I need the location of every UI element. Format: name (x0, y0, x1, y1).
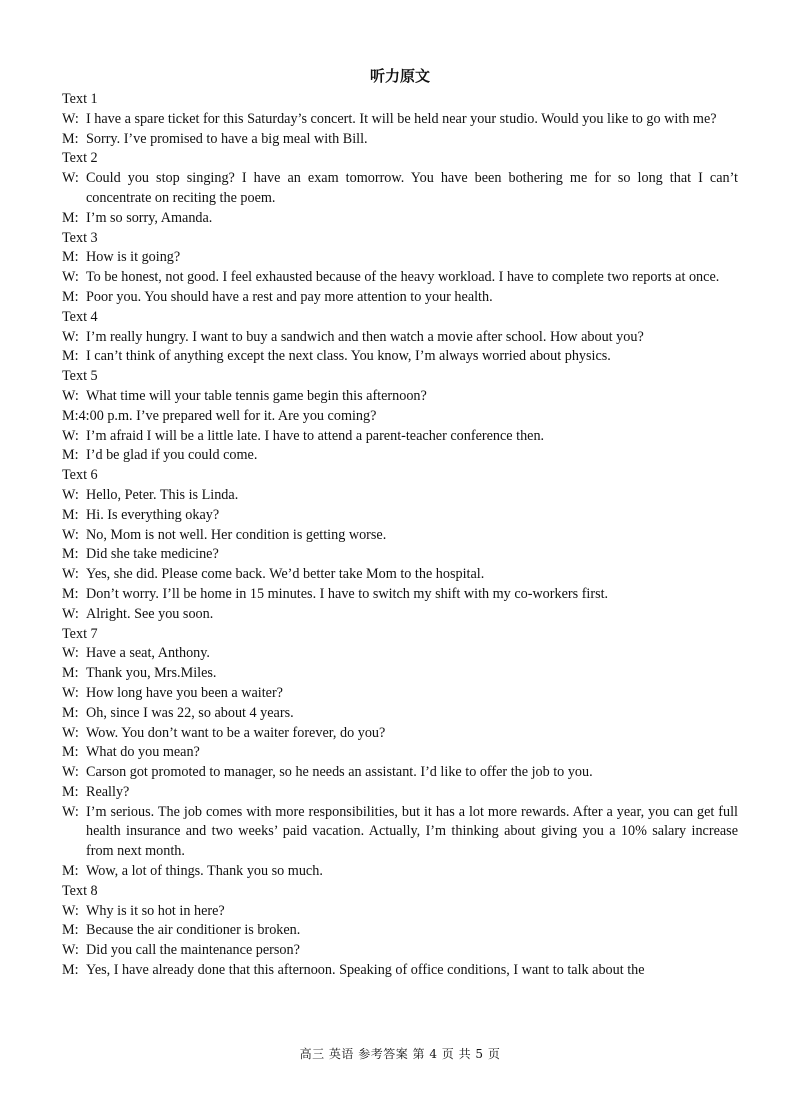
dialogue-line (62, 783, 738, 803)
speaker-label: M: (62, 585, 83, 602)
speaker-label: M: (62, 130, 83, 147)
speaker-label: W: (62, 328, 83, 345)
dialogue-line (62, 387, 738, 407)
speaker-label: W: (62, 942, 83, 959)
page-footer: 高三 英语 参考答案 第 4 页 共 5 页 (299, 1047, 501, 1061)
dialogue-line (62, 565, 738, 585)
dialogue-line (62, 545, 738, 565)
dialogue-line (62, 268, 738, 288)
dialogue-line (62, 427, 738, 447)
speaker-label: W: (62, 902, 83, 919)
dialogue-line (62, 288, 738, 308)
dialogue-text: I can’t think of anything except the next class. You know, I’m always worried about physics. (86, 348, 611, 365)
dialogue-line (62, 130, 738, 150)
dialogue-text: No, Mom is not well. Her condition is getting worse. (86, 526, 387, 543)
speaker-label: M: (62, 447, 83, 464)
speaker-label: M: (62, 506, 83, 523)
dialogue-text: Carson got promoted to manager, so he needs an assistant. I’d like to offer the job to you. (86, 764, 593, 781)
dialogue-text: What do you mean? (86, 744, 200, 761)
speaker-label: M: (62, 744, 83, 761)
dialogue-line (62, 902, 738, 922)
dialogue-line (62, 526, 738, 546)
dialogue-line (62, 209, 738, 229)
dialogue-text: Hi. Is everything okay? (86, 506, 220, 523)
dialogue-line (62, 724, 738, 744)
dialogue-text: Don’t worry. I’ll be home in 15 minutes. I have to switch my shift with my co-workers first. (86, 585, 609, 602)
dialogue-text: Did she take medicine? (86, 546, 219, 563)
dialogue-line (62, 961, 738, 981)
speaker-label: W: (62, 684, 83, 701)
speaker-label: W: (62, 724, 83, 741)
document-page (62, 66, 738, 981)
speaker-label: M: (62, 962, 83, 979)
dialogue-text: I’m serious. The job comes with more responsibilities, but it has a lot more rewards. After a year, you can get full health insurance and two weeks’ paid vacation. Actually, I’m thinking about giving you a 10% salary increase from next month. (86, 803, 738, 860)
dialogue-line (62, 328, 738, 348)
speaker-label: W: (62, 170, 83, 187)
dialogue-text: I’m afraid I will be a little late. I have to attend a parent-teacher conference then. (86, 427, 545, 444)
dialogue-line (62, 941, 738, 961)
speaker-label: M: (62, 783, 83, 800)
dialogue-line (62, 169, 738, 209)
dialogue-text: Alright. See you soon. (86, 605, 214, 622)
dialogue-line (62, 704, 738, 724)
text-heading: Text 7 (62, 625, 98, 642)
dialogue-line (62, 862, 738, 882)
dialogue-text: Yes, she did. Please come back. We’d better take Mom to the hospital. (86, 566, 485, 583)
dialogue-text: Wow, a lot of things. Thank you so much. (86, 863, 323, 880)
dialogue-text: Thank you, Mrs.Miles. (86, 665, 217, 682)
text-heading: Text 5 (62, 368, 98, 385)
text-heading: Text 2 (62, 150, 98, 167)
speaker-label: W: (62, 605, 83, 622)
dialogue-line (62, 743, 738, 763)
speaker-label: M: (62, 348, 83, 365)
dialogue-text: I have a spare ticket for this Saturday’s concert. It will be held near your studio. Would you like to go with me? (86, 110, 717, 127)
dialogue-text: To be honest, not good. I feel exhausted because of the heavy workload. I have to complete two reports at once. (86, 269, 720, 286)
speaker-label: W: (62, 526, 83, 543)
dialogue-text: I’m so sorry, Amanda. (86, 209, 213, 226)
speaker-label: W: (62, 269, 83, 286)
dialogue-text: Have a seat, Anthony. (86, 645, 210, 662)
dialogue-text: Hello, Peter. This is Linda. (86, 486, 239, 503)
speaker-label: W: (62, 764, 83, 781)
dialogue-text: I’d be glad if you could come. (86, 447, 258, 464)
speaker-label: M: (62, 704, 83, 721)
dialogue-text: Could you stop singing? I have an exam tomorrow. You have been bothering me for so long that I can’t concentrate on reciting the poem. (86, 170, 738, 206)
dialogue-text: How is it going? (86, 249, 181, 266)
dialogue-line (62, 921, 738, 941)
dialogue-line (62, 585, 738, 605)
dialogue-text: Oh, since I was 22, so about 4 years. (86, 704, 294, 721)
dialogue-line (62, 248, 738, 268)
speaker-label: M: (62, 863, 83, 880)
dialogue-text: Really? (86, 783, 130, 800)
dialogue-text: How long have you been a waiter? (86, 684, 283, 701)
text-heading: Text 6 (62, 467, 98, 484)
dialogue-text: Because the air conditioner is broken. (86, 922, 301, 939)
dialogue-line (62, 763, 738, 783)
dialogue-text: I’m really hungry. I want to buy a sandwich and then watch a movie after school. How about you? (86, 328, 644, 345)
dialogue-line (62, 407, 738, 427)
speaker-label: W: (62, 427, 83, 444)
dialogue-text: Wow. You don’t want to be a waiter forever, do you? (86, 724, 386, 741)
dialogue-text: Poor you. You should have a rest and pay more attention to your health. (86, 288, 493, 305)
dialogue-text: What time will your table tennis game begin this afternoon? (86, 387, 427, 404)
dialogue-line (62, 684, 738, 704)
text-heading: Text 4 (62, 308, 98, 325)
speaker-label: W: (62, 803, 83, 820)
text-heading: Text 8 (62, 882, 98, 899)
dialogue-line (62, 506, 738, 526)
dialogue-text: Why is it so hot in here? (86, 902, 225, 919)
dialogue-text: Sorry. I’ve promised to have a big meal with Bill. (86, 130, 368, 147)
dialogue-text: Did you call the maintenance person? (86, 942, 300, 959)
speaker-label: M: (62, 249, 83, 266)
speaker-label: W: (62, 486, 83, 503)
speaker-label: M: (62, 546, 83, 563)
dialogue-line (62, 347, 738, 367)
dialogue-line (62, 664, 738, 684)
speaker-label: W: (62, 110, 83, 127)
dialogue-line (62, 110, 738, 130)
transcript-body (62, 90, 738, 981)
speaker-label: W: (62, 387, 83, 404)
dialogue-line (62, 446, 738, 466)
dialogue-line (62, 486, 738, 506)
dialogue-line (62, 803, 738, 862)
speaker-label: W: (62, 566, 83, 583)
speaker-label: M: (62, 407, 79, 424)
text-heading: Text 3 (62, 229, 98, 246)
dialogue-text: Yes, I have already done that this afternoon. Speaking of office conditions, I want to talk about the (86, 962, 645, 979)
dialogue-text: 4:00 p.m. I’ve prepared well for it. Are you coming? (78, 407, 377, 424)
speaker-label: M: (62, 922, 83, 939)
speaker-label: M: (62, 288, 83, 305)
text-heading: Text 1 (62, 91, 98, 107)
speaker-label: M: (62, 209, 83, 226)
speaker-label: M: (62, 665, 83, 682)
dialogue-line (62, 644, 738, 664)
dialogue-line (62, 605, 738, 625)
speaker-label: W: (62, 645, 83, 662)
document-title: 听力原文 (369, 67, 430, 85)
